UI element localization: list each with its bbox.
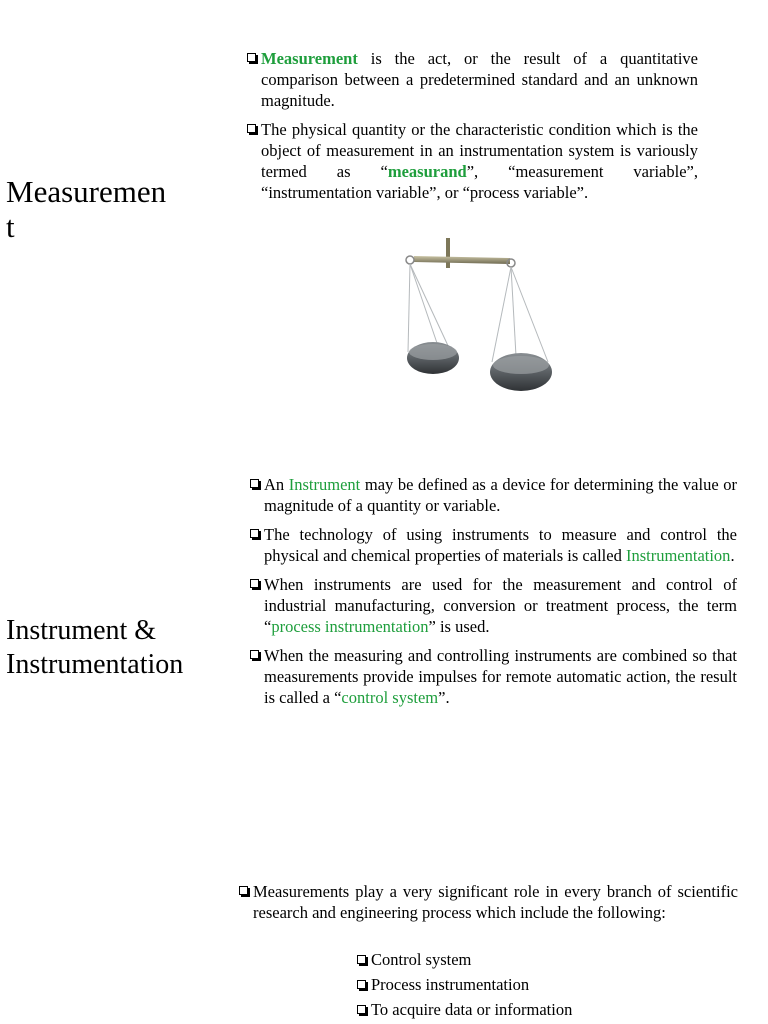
term-measurand: measurand	[387, 162, 467, 181]
list-item: Measurements play a very significant role in every branch of scientific research and engineering process which include the following:	[238, 881, 738, 923]
hollow-square-bullet-icon	[247, 53, 256, 62]
slide3-intro	[238, 881, 738, 923]
hollow-square-bullet-icon	[357, 980, 366, 989]
hollow-square-bullet-icon	[247, 124, 256, 133]
list-item: Control system	[356, 947, 572, 972]
slide2-title-line2: Instrumentation	[6, 649, 184, 680]
list-item: When the measuring and controlling instruments are combined so that measurements provide impulses for remote automatic action, the result is called a “control system”.	[249, 645, 737, 708]
term-process-instrumentation: process instrumentation	[271, 617, 429, 636]
slide1-title-line2: t	[6, 209, 15, 244]
slide1-title	[6, 174, 166, 244]
list-item: When instruments are used for the measurement and control of industrial manufacturing, conversion or treatment process, the term “process instrumentation” is used.	[249, 574, 737, 637]
hollow-square-bullet-icon	[239, 886, 248, 895]
term-instrument: Instrument	[288, 475, 361, 494]
hollow-square-bullet-icon	[250, 529, 259, 538]
list-item: To acquire data or information	[356, 997, 572, 1022]
slide2-title	[6, 614, 183, 682]
balance-scale-illustration	[398, 234, 560, 400]
list-item: Process instrumentation	[356, 972, 572, 997]
hollow-square-bullet-icon	[250, 579, 259, 588]
hollow-square-bullet-icon	[250, 479, 259, 488]
slide2-bullets	[249, 474, 737, 716]
list-item: An Instrument may be defined as a device for determining the value or magnitude of a quantity or variable.	[249, 474, 737, 516]
hollow-square-bullet-icon	[357, 1005, 366, 1014]
slide2-title-line1: Instrument &	[6, 615, 157, 646]
list-item: Measurement is the act, or the result of a quantitative comparison between a predetermined standard and an unknown magnitude.	[246, 48, 698, 111]
term-control-system: control system	[341, 688, 439, 707]
list-item: The physical quantity or the characteristic condition which is the object of measurement in an instrumentation system is variously termed as “measurand”, “measurement variable”, “instrumentation variable”, or “process variable”.	[246, 119, 698, 203]
hollow-square-bullet-icon	[357, 955, 366, 964]
hollow-square-bullet-icon	[250, 650, 259, 659]
term-measurement: Measurement	[261, 49, 358, 68]
list-item: The technology of using instruments to measure and control the physical and chemical properties of materials is called Instrumentation.	[249, 524, 737, 566]
slide3-sublist	[356, 947, 572, 1022]
term-instrumentation: Instrumentation	[625, 546, 731, 565]
slide1-title-line1: Measuremen	[6, 174, 167, 209]
slide1-bullets	[246, 48, 698, 211]
